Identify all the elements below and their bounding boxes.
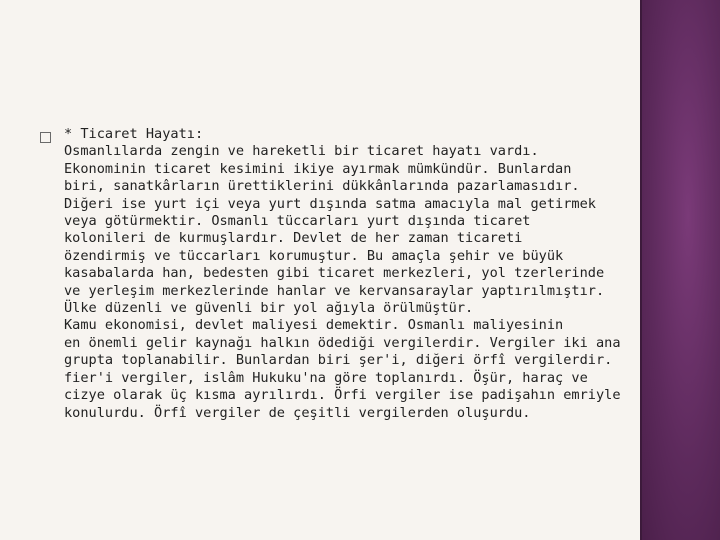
heading-line: * Ticaret Hayatı: [64,126,204,142]
side-band-edge [640,0,642,540]
text-line: grupta toplanabilir. Bunlardan biri şer'i, diğeri örfî vergilerdir. [64,352,613,369]
text-line: cizye olarak üç kısma ayrılırdı. Örfi vergiler ise padişahın emriyle [64,387,621,404]
text-line: biri, sanatkârların ürettiklerini dükkânlarında pazarlamasıdır. [64,178,580,195]
text-line: Diğeri ise yurt içi veya yurt dışında satma amacıyla mal getirmek [64,195,596,212]
square-bullet-icon [40,132,51,143]
text-line: fier'i vergiler, islâm Hukuku'na göre toplanırdı. Öşür, haraç ve [64,369,588,386]
text-line: konulurdu. Örfî vergiler de çeşitli vergilerden oluşurdu. [64,404,531,421]
text-line: veya götürmektir. Osmanlı tüccarları yurt dışında ticaret [64,213,531,230]
text-line: kasabalarda han, bedesten gibi ticaret merkezleri, yol tzerlerinde [64,265,605,282]
slide-body-text [64,126,636,422]
text-line: Osmanlılarda zengin ve hareketli bir ticaret hayatı vardı. [64,143,539,160]
text-line: kolonileri de kurmuşlardır. Devlet de her zaman ticareti [64,230,523,247]
text-line: Ekonominin ticaret kesimini ikiye ayırmak mümkündür. Bunlardan [64,160,572,177]
text-line: Kamu ekonomisi, devlet maliyesi demektir. Osmanlı maliyesinin [64,317,564,334]
decorative-side-band [640,0,720,540]
text-line: özendirmiş ve tüccarları korumuştur. Bu amaçla şehir ve büyük [64,247,564,264]
text-line: ve yerleşim merkezlerinde hanlar ve kervansaraylar yaptırılmıştır. [64,282,605,299]
text-line: Ülke düzenli ve güvenli bir yol ağıyla örülmüştür. [64,300,474,317]
text-line: en önemli gelir kaynağı halkın ödediği vergilerdir. Vergiler iki ana [64,334,621,351]
